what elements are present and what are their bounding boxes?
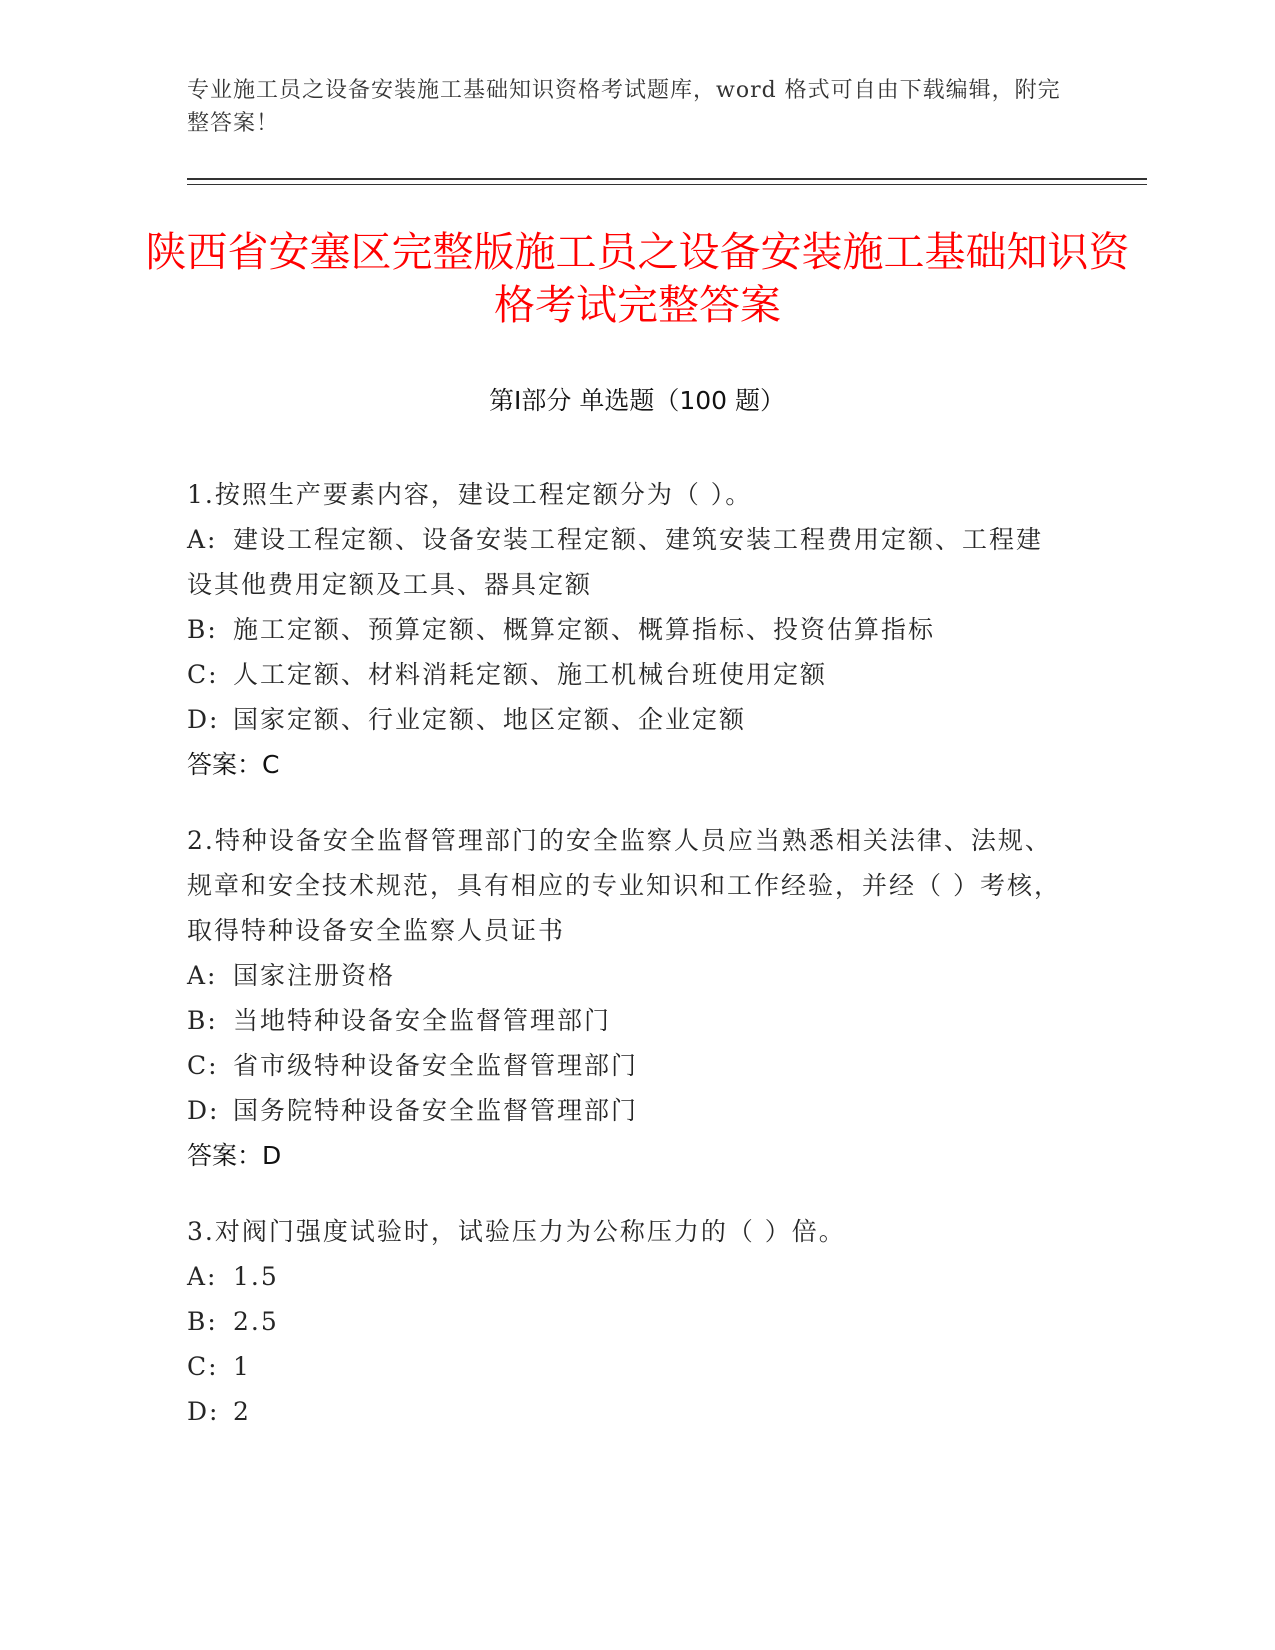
- option-text: 2.5: [233, 1307, 279, 1336]
- option-letter: C:: [187, 660, 219, 689]
- option-text: 省市级特种设备安全监督管理部门: [233, 1051, 639, 1080]
- option-letter: C:: [187, 1352, 219, 1381]
- option-b: [187, 998, 1067, 1043]
- answer: 答案：D: [187, 1141, 282, 1170]
- question-stem: 2.特种设备安全监督管理部门的安全监察人员应当熟悉相关法律、法规、规章和安全技术规范，具有相应的专业知识和工作经验，并经（ ）考核，取得特种设备安全监察人员证书: [187, 826, 1061, 945]
- question-list: [187, 472, 1067, 1465]
- document-title: 陕西省安塞区完整版施工员之设备安装施工基础知识资格考试完整答案: [145, 228, 1130, 329]
- question-1: [187, 472, 1067, 787]
- option-text: 国务院特种设备安全监督管理部门: [233, 1096, 639, 1125]
- section-title: 第Ⅰ部分 单选题（100 题）: [489, 386, 785, 415]
- option-text: 2: [233, 1397, 251, 1426]
- option-text: 1.5: [233, 1262, 279, 1291]
- question-stem: 3.对阀门强度试验时，试验压力为公称压力的（ ）倍。: [187, 1217, 846, 1246]
- option-letter: B:: [187, 1307, 218, 1336]
- option-letter: A:: [187, 961, 218, 990]
- option-a: [187, 1254, 1067, 1299]
- option-letter: A:: [187, 525, 218, 554]
- option-letter: D:: [187, 1397, 220, 1426]
- option-text: 人工定额、材料消耗定额、施工机械台班使用定额: [233, 660, 828, 689]
- option-c: [187, 1043, 1067, 1088]
- header-note: 专业施工员之设备安装施工基础知识资格考试题库，word 格式可自由下载编辑，附完整答案！: [187, 78, 1061, 136]
- option-a: [187, 953, 1067, 998]
- question-3: [187, 1209, 1067, 1434]
- option-letter: A:: [187, 1262, 218, 1291]
- option-text: 国家定额、行业定额、地区定额、企业定额: [233, 705, 747, 734]
- option-letter: D:: [187, 1096, 220, 1125]
- option-text: 1: [233, 1352, 251, 1381]
- option-d: [187, 1088, 1067, 1133]
- option-b: [187, 607, 1067, 652]
- option-d: [187, 697, 1067, 742]
- option-text: 建设工程定额、设备安装工程定额、建筑安装工程费用定额、工程建设其他费用定额及工具、器具定额: [187, 525, 1044, 599]
- header-rule-thick: [187, 178, 1147, 180]
- option-letter: B:: [187, 1006, 218, 1035]
- option-letter: D:: [187, 705, 220, 734]
- option-letter: B:: [187, 615, 218, 644]
- option-text: 施工定额、预算定额、概算定额、概算指标、投资估算指标: [233, 615, 936, 644]
- question-stem: 1.按照生产要素内容，建设工程定额分为（ ）。: [187, 480, 753, 509]
- option-c: [187, 652, 1067, 697]
- option-text: 当地特种设备安全监督管理部门: [233, 1006, 612, 1035]
- option-letter: C:: [187, 1051, 219, 1080]
- option-b: [187, 1299, 1067, 1344]
- option-c: [187, 1344, 1067, 1389]
- option-a: [187, 517, 1067, 607]
- header-rule-thin: [187, 184, 1147, 185]
- question-2: [187, 818, 1067, 1178]
- option-d: [187, 1389, 1067, 1434]
- option-text: 国家注册资格: [233, 961, 396, 990]
- answer: 答案：C: [187, 750, 280, 779]
